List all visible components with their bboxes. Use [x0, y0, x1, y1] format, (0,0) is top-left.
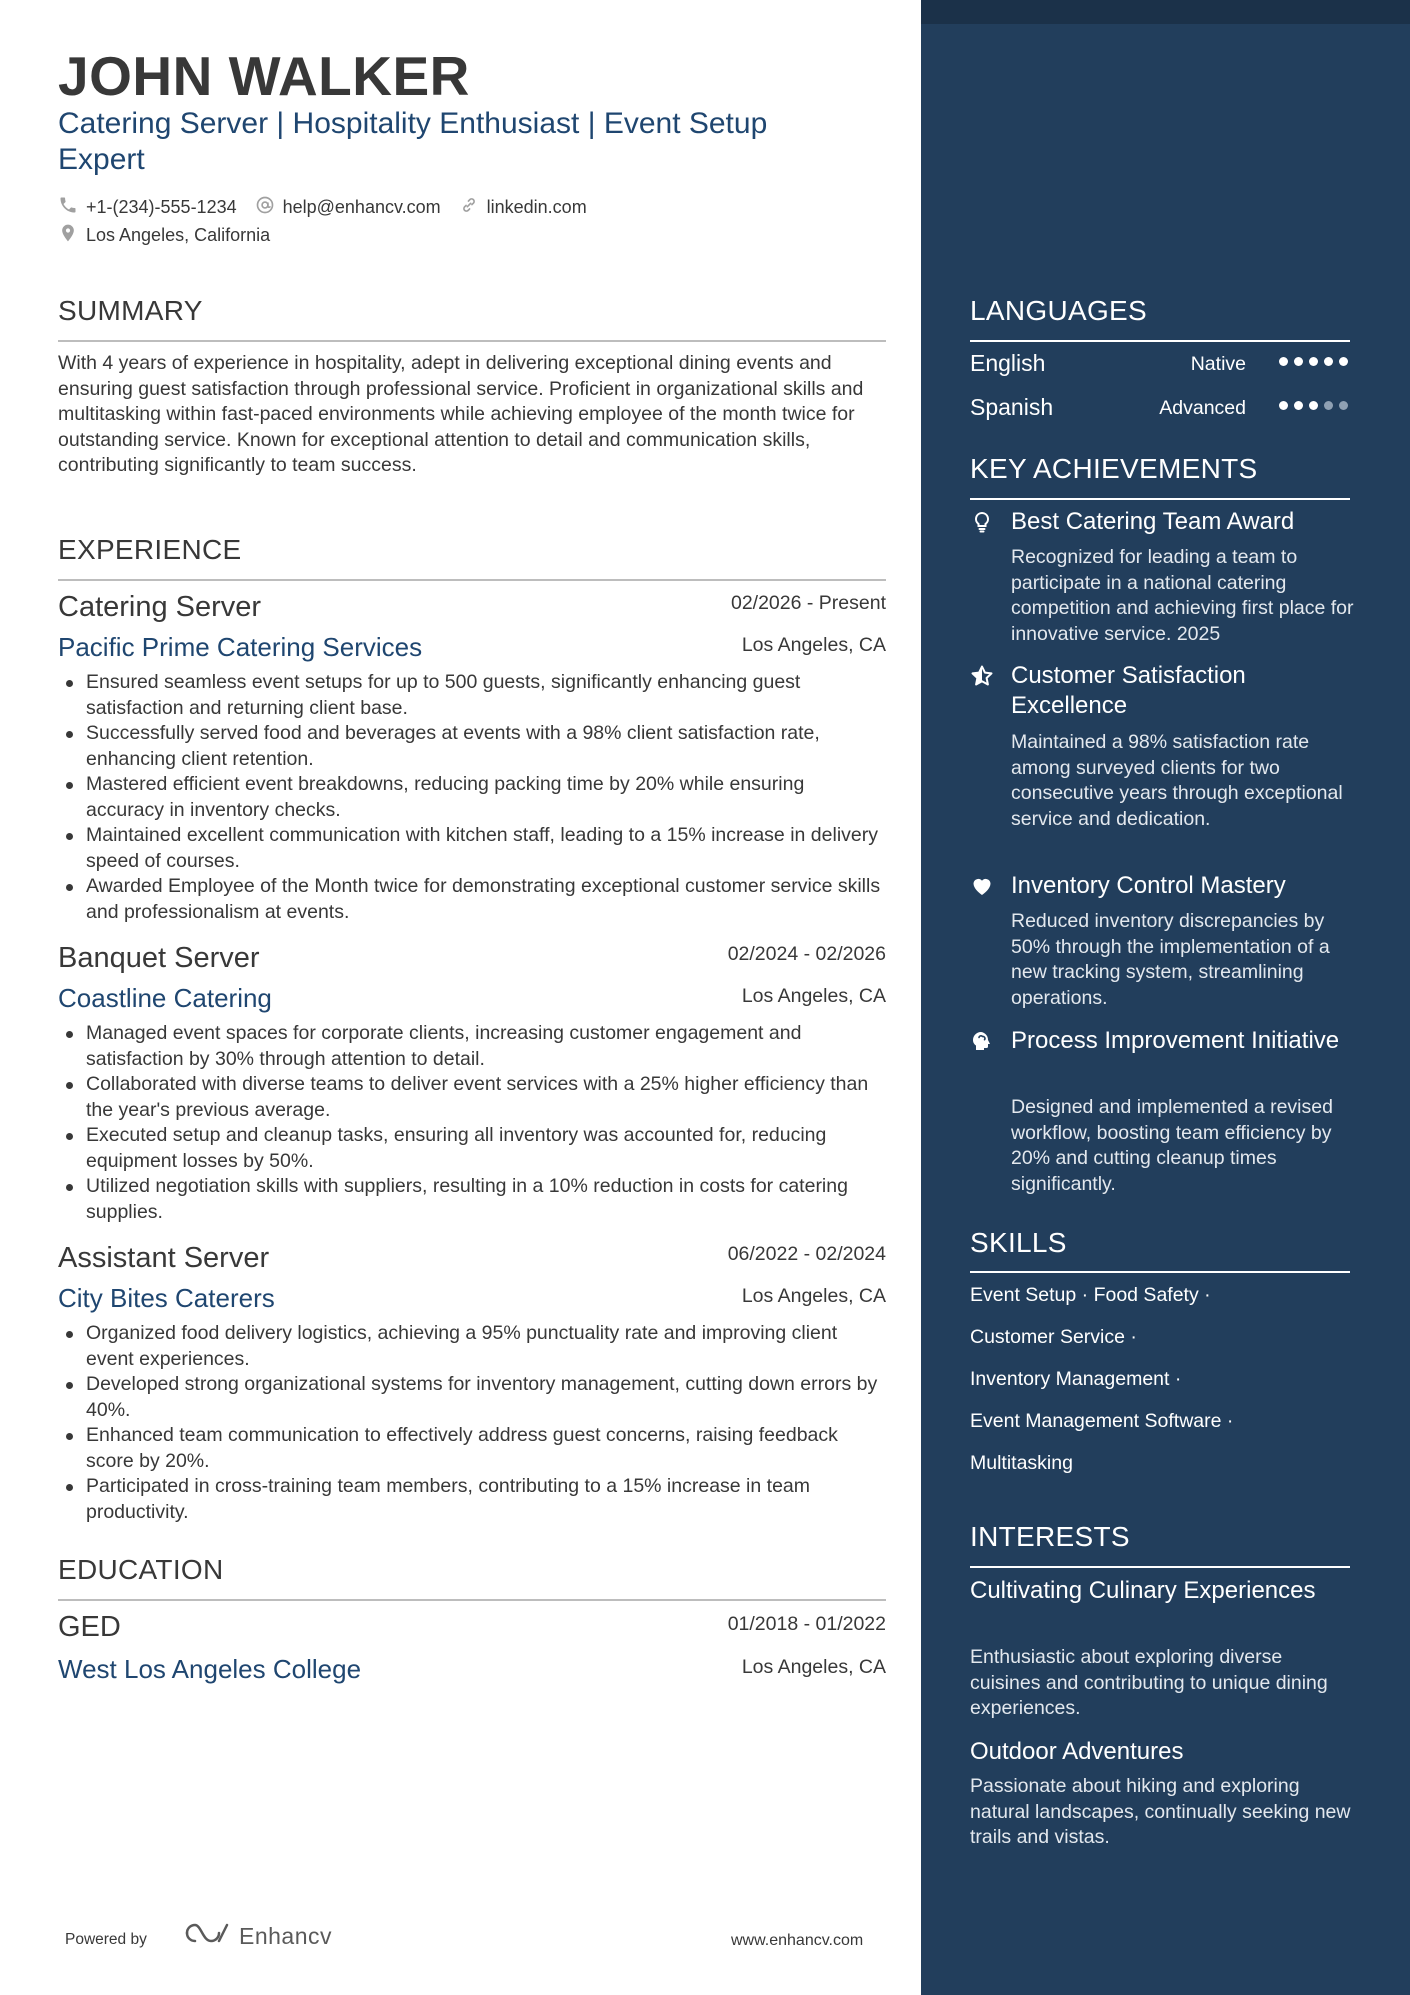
link-icon — [459, 195, 479, 220]
interests-divider — [970, 1566, 1350, 1568]
location-text: Los Angeles, California — [86, 225, 271, 245]
education-title: EDUCATION — [58, 1554, 224, 1585]
powered-by-label: Powered by — [65, 1931, 147, 1948]
summary-divider — [58, 340, 886, 342]
job-location: Los Angeles, CA — [741, 1285, 886, 1307]
summary-text: With 4 years of experience in hospitality, adept in delivering exceptional dining events and ensuring guest satisfaction through professional service. Proficient in organizational skills and multitasking within fast-paced environments while achieving employee of the month twice for outstanding service. Known for exceptional attention to detail and communication skills, contributing significantly to team success. — [58, 352, 864, 476]
rating-dot — [1339, 357, 1348, 366]
list-item: Mastered efficient event breakdowns, reducing packing time by 20% while ensuring accuracy in inventory checks. — [58, 772, 886, 823]
job-bullets — [58, 670, 886, 925]
skill-line: Event Management Software · — [970, 1410, 1234, 1432]
enhancv-brand: Enhancv — [239, 1922, 333, 1949]
list-item: Enhanced team communication to effectively address guest concerns, raising feedback score by 20%. — [58, 1423, 886, 1474]
job-dates: 02/2026 - Present — [730, 592, 886, 614]
location-row — [58, 223, 270, 248]
list-item: Utilized negotiation skills with suppliers, resulting in a 10% reduction in costs for catering supplies. — [58, 1174, 886, 1225]
enhancv-logo-icon — [183, 1920, 231, 1952]
job-title: Banquet Server — [58, 942, 260, 974]
email-icon — [255, 195, 275, 220]
language-row — [970, 394, 1350, 422]
achievement-title: Inventory Control Mastery — [1011, 872, 1286, 899]
job-location: Los Angeles, CA — [741, 985, 886, 1007]
job-bullets — [58, 1321, 886, 1525]
enhancv-logo[interactable] — [183, 1920, 332, 1952]
language-rating — [1279, 401, 1348, 410]
list-item: Participated in cross-training team members, contributing to a 15% increase in team productivity. — [58, 1474, 886, 1525]
heart-icon — [970, 874, 994, 898]
achievement-title: Process Improvement Initiative — [1011, 1027, 1340, 1054]
list-item: Awarded Employee of the Month twice for demonstrating exceptional customer service skills and professionalism at events. — [58, 874, 886, 925]
phone-text[interactable]: +1-(234)-555-1234 — [86, 197, 237, 217]
job-dates: 06/2022 - 02/2024 — [727, 1243, 886, 1265]
job-dates: 02/2024 - 02/2026 — [727, 943, 886, 965]
skill-line: Customer Service · — [970, 1326, 1137, 1348]
rating-dot — [1309, 401, 1318, 410]
job-title: Assistant Server — [58, 1242, 270, 1274]
interest-desc: Enthusiastic about exploring diverse cuisines and contributing to unique dining experiences. — [970, 1646, 1328, 1719]
language-name: Spanish — [970, 394, 1054, 420]
list-item: Executed setup and cleanup tasks, ensuring all inventory was accounted for, reducing equipment losses by 50%. — [58, 1123, 886, 1174]
linkedin-text[interactable]: linkedin.com — [486, 197, 587, 217]
sidebar-column — [921, 0, 1410, 1995]
list-item: Maintained excellent communication with kitchen staff, leading to a 15% increase in delivery speed of courses. — [58, 823, 886, 874]
headline: Catering Server | Hospitality Enthusiast | Event Setup Expert — [58, 107, 768, 176]
education-school: West Los Angeles College — [58, 1654, 362, 1684]
phone-icon — [58, 195, 78, 220]
achievement-desc: Designed and implemented a revised workflow, boosting team efficiency by 20% and cutting cleanup times significantly. — [1011, 1096, 1333, 1195]
rating-dot — [1279, 401, 1288, 410]
contact-row — [58, 195, 587, 220]
job-company: Pacific Prime Catering Services — [58, 632, 423, 662]
achievement-desc: Maintained a 98% satisfaction rate among surveyed clients for two consecutive years through exceptional service and dedication. — [1011, 731, 1343, 830]
lightbulb-icon — [970, 510, 994, 534]
achievement-desc: Recognized for leading a team to participate in a national catering competition and achieving first place for innovative service. 2025 — [1011, 546, 1354, 645]
list-item: Managed event spaces for corporate clients, increasing customer engagement and satisfaction by 30% through attention to detail. — [58, 1021, 886, 1072]
star-icon — [970, 664, 994, 688]
rating-dot — [1279, 357, 1288, 366]
languages-title: LANGUAGES — [970, 295, 1147, 326]
language-row — [970, 350, 1350, 378]
email-text[interactable]: help@enhancv.com — [282, 197, 441, 217]
achievement-title: Best Catering Team Award — [1011, 508, 1295, 535]
languages-divider — [970, 340, 1350, 342]
job-company: Coastline Catering — [58, 983, 272, 1013]
list-item: Successfully served food and beverages at events with a 98% client satisfaction rate, enhancing client retention. — [58, 721, 886, 772]
experience-divider — [58, 579, 886, 581]
achievement-title: Customer Satisfaction Excellence — [1011, 662, 1246, 719]
rating-dot — [1294, 357, 1303, 366]
rating-dot — [1294, 401, 1303, 410]
candidate-name: JOHN WALKER — [58, 45, 470, 107]
education-location: Los Angeles, CA — [741, 1656, 886, 1678]
rating-dot — [1324, 401, 1333, 410]
education-dates: 01/2018 - 01/2022 — [727, 1613, 886, 1635]
education-degree: GED — [58, 1611, 121, 1643]
rating-dot — [1339, 401, 1348, 410]
rating-dot — [1324, 357, 1333, 366]
summary-title: SUMMARY — [58, 295, 203, 326]
interests-title: INTERESTS — [970, 1521, 1130, 1552]
list-item: Organized food delivery logistics, achieving a 95% punctuality rate and improving client event experiences. — [58, 1321, 886, 1372]
job-title: Catering Server — [58, 591, 262, 623]
interest-title: Outdoor Adventures — [970, 1738, 1184, 1765]
job-bullets — [58, 1021, 886, 1225]
achievement-desc: Reduced inventory discrepancies by 50% through the implementation of a new tracking system, streamlining operations. — [1011, 910, 1330, 1009]
list-item: Collaborated with diverse teams to deliver event services with a 25% higher efficiency than the year's previous average. — [58, 1072, 886, 1123]
interest-desc: Passionate about hiking and exploring natural landscapes, continually seeking new trails and vistas. — [970, 1775, 1351, 1848]
interest-title: Cultivating Culinary Experiences — [970, 1577, 1316, 1604]
list-item: Developed strong organizational systems for inventory management, cutting down errors by 40%. — [58, 1372, 886, 1423]
skill-line: Inventory Management · — [970, 1368, 1182, 1390]
skills-title: SKILLS — [970, 1227, 1067, 1258]
language-rating — [1279, 357, 1348, 366]
experience-title: EXPERIENCE — [58, 534, 242, 565]
brain-icon — [970, 1029, 994, 1053]
language-level: Advanced — [1159, 397, 1246, 419]
skill-line: Event Setup · Food Safety · — [970, 1284, 1211, 1306]
rating-dot — [1309, 357, 1318, 366]
list-item: Ensured seamless event setups for up to 500 guests, significantly enhancing guest satisfaction and returning client base. — [58, 670, 886, 721]
skills-divider — [970, 1271, 1350, 1273]
footer-url[interactable]: www.enhancv.com — [731, 1932, 864, 1949]
job-company: City Bites Caterers — [58, 1283, 275, 1313]
skill-line: Multitasking — [970, 1452, 1073, 1474]
job-location: Los Angeles, CA — [741, 634, 886, 656]
sidebar-top-bar — [921, 0, 1410, 24]
achievements-title: KEY ACHIEVEMENTS — [970, 453, 1258, 484]
location-pin-icon — [58, 223, 78, 248]
achievements-divider — [970, 498, 1350, 500]
language-level: Native — [1190, 353, 1246, 375]
language-name: English — [970, 350, 1046, 376]
education-divider — [58, 1599, 886, 1601]
